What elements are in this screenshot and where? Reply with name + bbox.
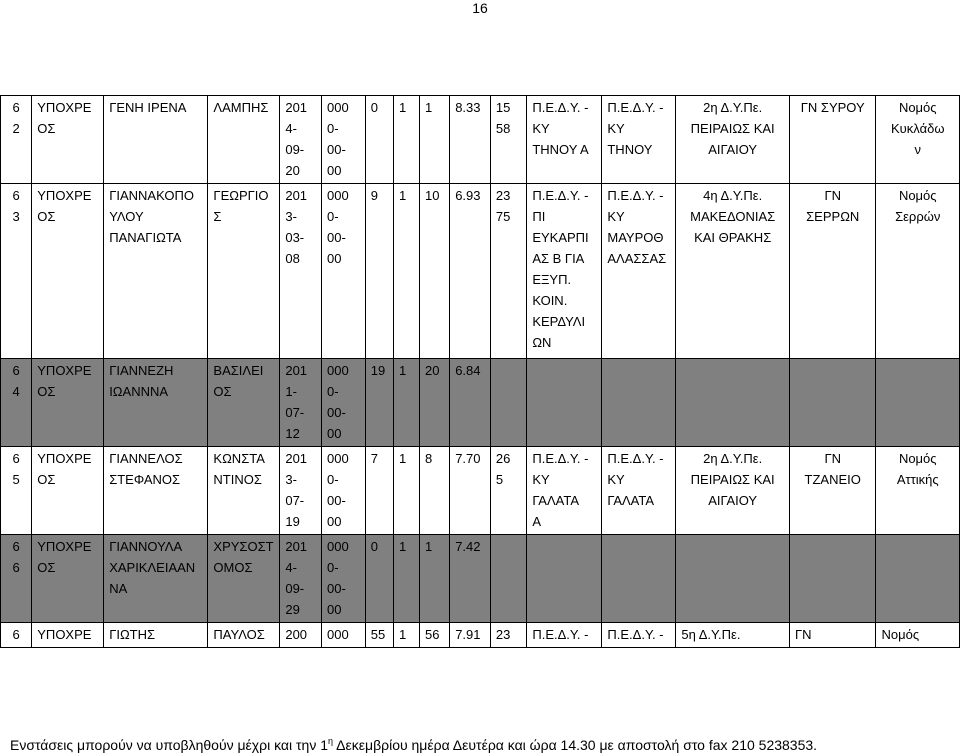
cell-date: 200 [280, 623, 322, 648]
cell-row-number: 6 3 [1, 184, 32, 359]
cell-row-number: 6 5 [1, 447, 32, 535]
cell-hospital: ΓΝ ΣΕΡΡΩΝ [789, 184, 876, 359]
cell-father-name: ΚΩΝΣΤΑ ΝΤΙΝΟΣ [208, 447, 280, 535]
cell-value-b: 1 [393, 184, 419, 359]
cell-prefecture: Νομός Σερρών [876, 184, 960, 359]
cell-prefecture: Νομός [876, 623, 960, 648]
cell-date: 201 4- 09- 29 [280, 535, 322, 623]
cell-prefecture [876, 359, 960, 447]
cell-value-b: 1 [393, 623, 419, 648]
cell-hospital [789, 535, 876, 623]
table-row [1, 447, 960, 535]
cell-service-a: Π.Ε.Δ.Υ. - [527, 623, 602, 648]
cell-service-b [602, 535, 676, 623]
cell-value-c: 8 [419, 447, 449, 535]
cell-service-b: Π.Ε.Δ.Υ. - ΚΥ ΤΗΝΟΥ [602, 96, 676, 184]
cell-code: 000 0- 00- 00 [322, 359, 366, 447]
cell-score: 7.91 [450, 623, 491, 648]
cell-surname: ΓΙΑΝΝΕΛΟΣ ΣΤΕΦΑΝΟΣ [104, 447, 208, 535]
cell-date: 201 4- 09- 20 [280, 96, 322, 184]
cell-father-name: ΧΡΥΣΟΣΤ ΟΜΟΣ [208, 535, 280, 623]
cell-code: 000 0- 00- 00 [322, 96, 366, 184]
cell-date: 201 3- 03- 08 [280, 184, 322, 359]
footer-text-start: Ενστάσεις μπορούν να υποβληθούν μέχρι και την 1 [10, 737, 329, 753]
cell-value-b: 1 [393, 96, 419, 184]
cell-service-a: Π.Ε.Δ.Υ. - ΚΥ ΓΑΛΑΤΑ Α [527, 447, 602, 535]
cell-father-name: ΛΑΜΠΗΣ [208, 96, 280, 184]
cell-code: 000 0- 00- 00 [322, 184, 366, 359]
cell-status: ΥΠΟΧΡΕ ΟΣ [32, 447, 104, 535]
cell-father-name: ΠΑΥΛΟΣ [208, 623, 280, 648]
cell-health-region: 4η Δ.Υ.Πε. ΜΑΚΕΔΟΝΙΑΣ ΚΑΙ ΘΡΑΚΗΣ [676, 184, 790, 359]
cell-surname: ΓΙΩΤΗΣ [104, 623, 208, 648]
cell-status: ΥΠΟΧΡΕ ΟΣ [32, 96, 104, 184]
cell-value-a: 0 [365, 96, 393, 184]
cell-score: 6.84 [450, 359, 491, 447]
cell-surname: ΓΙΑΝΝΑΚΟΠΟ ΥΛΟΥ ΠΑΝΑΓΙΩΤΑ [104, 184, 208, 359]
cell-surname: ΓΙΑΝΝΟΥΛΑ ΧΑΡΙΚΛΕΙΑΑΝ ΝΑ [104, 535, 208, 623]
cell-row-number: 6 [1, 623, 32, 648]
cell-service-b [602, 359, 676, 447]
cell-rank [490, 359, 526, 447]
cell-value-b: 1 [393, 447, 419, 535]
cell-value-c: 1 [419, 535, 449, 623]
cell-value-c: 1 [419, 96, 449, 184]
cell-date: 201 3- 07- 19 [280, 447, 322, 535]
cell-code: 000 0- 00- 00 [322, 535, 366, 623]
cell-value-a: 19 [365, 359, 393, 447]
footer-superscript: η [328, 736, 334, 746]
cell-row-number: 6 6 [1, 535, 32, 623]
table-row [1, 184, 960, 359]
cell-code: 000 [322, 623, 366, 648]
cell-service-a: Π.Ε.Δ.Υ. - ΠΙ ΕΥΚΑΡΠΙ ΑΣ Β ΓΙΑ ΕΞΥΠ. ΚΟΙΝ. ΚΕΡΔΥΛΙ ΩΝ [527, 184, 602, 359]
results-table [0, 95, 960, 648]
cell-score: 7.70 [450, 447, 491, 535]
table-row [1, 623, 960, 648]
cell-value-a: 0 [365, 535, 393, 623]
cell-service-b: Π.Ε.Δ.Υ. - ΚΥ ΓΑΛΑΤΑ [602, 447, 676, 535]
cell-hospital: ΓΝ ΤΖΑΝΕΙΟ [789, 447, 876, 535]
cell-rank: 15 58 [490, 96, 526, 184]
cell-health-region: 2η Δ.Υ.Πε. ΠΕΙΡΑΙΩΣ ΚΑΙ ΑΙΓΑΙΟΥ [676, 96, 790, 184]
cell-rank [490, 535, 526, 623]
cell-rank: 23 75 [490, 184, 526, 359]
cell-status: ΥΠΟΧΡΕ ΟΣ [32, 359, 104, 447]
cell-value-b: 1 [393, 359, 419, 447]
cell-service-a: Π.Ε.Δ.Υ. - ΚΥ ΤΗΝΟΥ Α [527, 96, 602, 184]
table-row [1, 359, 960, 447]
footer-note [10, 737, 817, 754]
cell-service-a [527, 535, 602, 623]
table-row [1, 96, 960, 184]
cell-health-region [676, 535, 790, 623]
cell-score: 6.93 [450, 184, 491, 359]
cell-service-a [527, 359, 602, 447]
cell-status: ΥΠΟΧΡΕ ΟΣ [32, 184, 104, 359]
cell-status: ΥΠΟΧΡΕ ΟΣ [32, 535, 104, 623]
page-number: 16 [472, 0, 488, 16]
footer-text-end: Δεκεμβρίου ημέρα Δευτέρα και ώρα 14.30 με αποστολή στο fax 210 5238353. [333, 737, 818, 753]
cell-father-name: ΓΕΩΡΓΙΟ Σ [208, 184, 280, 359]
cell-score: 8.33 [450, 96, 491, 184]
table-row [1, 535, 960, 623]
cell-status: ΥΠΟΧΡΕ [32, 623, 104, 648]
cell-surname: ΓΕΝΗ ΙΡΕΝΑ [104, 96, 208, 184]
cell-surname: ΓΙΑΝΝΕΖΗ ΙΩΑΝΝΝΑ [104, 359, 208, 447]
cell-code: 000 0- 00- 00 [322, 447, 366, 535]
cell-hospital: ΓΝ ΣΥΡΟΥ [789, 96, 876, 184]
cell-rank: 23 [490, 623, 526, 648]
cell-health-region: 2η Δ.Υ.Πε. ΠΕΙΡΑΙΩΣ ΚΑΙ ΑΙΓΑΙΟΥ [676, 447, 790, 535]
cell-value-c: 56 [419, 623, 449, 648]
cell-row-number: 6 4 [1, 359, 32, 447]
cell-hospital [789, 359, 876, 447]
cell-value-a: 9 [365, 184, 393, 359]
cell-value-a: 7 [365, 447, 393, 535]
cell-service-b: Π.Ε.Δ.Υ. - ΚΥ ΜΑΥΡΟΘ ΑΛΑΣΣΑΣ [602, 184, 676, 359]
cell-prefecture: Νομός Κυκλάδω ν [876, 96, 960, 184]
cell-value-b: 1 [393, 535, 419, 623]
cell-prefecture: Νομός Αττικής [876, 447, 960, 535]
cell-father-name: ΒΑΣΙΛΕΙ ΟΣ [208, 359, 280, 447]
cell-prefecture [876, 535, 960, 623]
cell-health-region [676, 359, 790, 447]
cell-rank: 26 5 [490, 447, 526, 535]
cell-date: 201 1- 07- 12 [280, 359, 322, 447]
cell-service-b: Π.Ε.Δ.Υ. - [602, 623, 676, 648]
cell-health-region: 5η Δ.Υ.Πε. [676, 623, 790, 648]
cell-value-c: 20 [419, 359, 449, 447]
cell-hospital: ΓΝ [789, 623, 876, 648]
cell-value-c: 10 [419, 184, 449, 359]
cell-score: 7.42 [450, 535, 491, 623]
cell-row-number: 6 2 [1, 96, 32, 184]
cell-value-a: 55 [365, 623, 393, 648]
